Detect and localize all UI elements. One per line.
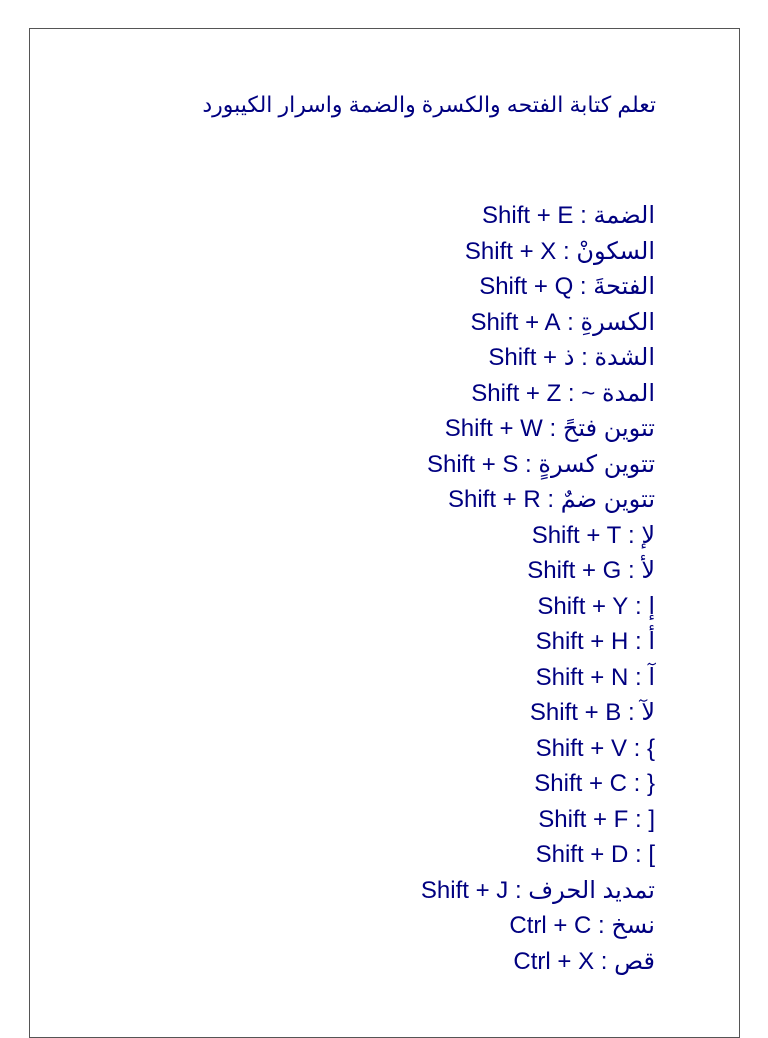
shortcut-meaning: الفتحةَ — [593, 273, 655, 300]
shortcut-item — [421, 837, 655, 873]
shortcut-item — [421, 234, 655, 270]
shortcut-key: Ctrl + X — [513, 947, 595, 975]
shortcut-separator: : — [628, 841, 649, 868]
shortcut-key: Shift + ذ — [488, 344, 575, 371]
shortcut-key: Shift + J — [420, 876, 509, 904]
shortcut-separator: : — [628, 592, 649, 620]
shortcut-meaning: { — [646, 770, 655, 797]
shortcut-key: Shift + C — [534, 770, 627, 797]
shortcut-separator: : — [556, 237, 577, 265]
shortcut-meaning: [ — [648, 805, 655, 833]
shortcut-key: Shift + Q — [479, 273, 574, 300]
shortcut-meaning: آ — [648, 663, 655, 691]
shortcut-item — [421, 766, 655, 802]
shortcut-key: Shift + Y — [537, 592, 629, 620]
shortcut-item — [421, 198, 655, 234]
shortcut-meaning: الشدة — [594, 344, 655, 371]
shortcut-key: Shift + R — [447, 486, 541, 513]
shortcut-item — [421, 731, 655, 767]
shortcut-separator: : — [518, 450, 539, 478]
shortcut-key: Shift + T — [531, 521, 622, 549]
shortcut-item — [421, 873, 655, 909]
shortcut-meaning: نسخ — [611, 912, 655, 939]
shortcut-item — [421, 553, 655, 589]
shortcut-item — [421, 447, 655, 483]
shortcut-key: Shift + F — [538, 805, 629, 833]
shortcut-separator: : — [628, 805, 649, 833]
shortcut-key: Shift + X — [464, 237, 557, 265]
shortcut-meaning: إ — [648, 592, 655, 620]
shortcut-item — [421, 695, 655, 731]
shortcut-key: Shift + N — [535, 663, 629, 691]
shortcut-meaning: } — [646, 734, 655, 762]
shortcut-separator: : — [542, 415, 563, 442]
shortcut-meaning: ] — [648, 841, 655, 868]
shortcut-meaning: تتوين فتحً — [562, 415, 655, 442]
shortcut-separator: : — [626, 734, 647, 762]
shortcut-item — [421, 802, 655, 838]
shortcut-key: Shift + S — [427, 450, 519, 478]
shortcut-meaning: لآ — [641, 699, 655, 726]
shortcut-separator: : — [626, 770, 647, 797]
shortcut-key: Shift + E — [482, 202, 574, 229]
shortcut-meaning: لإ — [641, 521, 655, 549]
shortcut-item — [421, 908, 655, 944]
shortcut-separator: : — [594, 947, 615, 975]
shortcut-item — [421, 660, 655, 696]
shortcut-meaning: تتوين ضمٌ — [560, 486, 655, 513]
shortcut-meaning: لأ — [641, 557, 655, 584]
shortcut-key: Shift + W — [444, 415, 543, 442]
shortcut-separator: : — [621, 557, 642, 584]
shortcut-meaning: قص — [614, 947, 655, 975]
shortcut-item — [421, 624, 655, 660]
shortcut-key: Shift + D — [535, 841, 629, 868]
document-title: تعلم كتابة الفتحه والكسرة والضمة واسرار الكيبورد — [202, 92, 656, 117]
shortcut-meaning: تتوين كسرةٍ — [538, 450, 655, 478]
shortcut-separator: : — [508, 876, 529, 904]
shortcut-item — [421, 269, 655, 305]
shortcut-separator: : — [621, 699, 642, 726]
shortcut-separator: : — [574, 344, 595, 371]
shortcut-separator: : — [628, 663, 649, 691]
shortcut-key: Shift + A — [470, 308, 561, 336]
shortcut-item — [421, 518, 655, 554]
shortcut-item — [421, 482, 655, 518]
shortcut-meaning: تمديد الحرف — [528, 876, 655, 904]
shortcut-item — [421, 944, 655, 980]
shortcut-separator: : — [573, 202, 594, 229]
shortcut-separator: : — [621, 521, 642, 549]
shortcut-meaning: الكسرةِ — [580, 308, 655, 336]
shortcut-item — [421, 411, 655, 447]
shortcut-list — [421, 198, 655, 979]
shortcut-meaning: المدة ~ — [581, 379, 655, 407]
shortcut-separator: : — [561, 379, 582, 407]
shortcut-key: Shift + B — [529, 699, 622, 726]
shortcut-meaning: الضمة — [593, 202, 655, 229]
shortcut-key: Ctrl + C — [509, 912, 592, 939]
shortcut-item — [421, 305, 655, 341]
shortcut-separator: : — [591, 912, 612, 939]
shortcut-separator: : — [540, 486, 561, 513]
shortcut-key: Shift + Z — [471, 379, 562, 407]
shortcut-meaning: السكونْ — [576, 237, 655, 265]
shortcut-separator: : — [560, 308, 581, 336]
shortcut-item — [421, 589, 655, 625]
shortcut-meaning: أ — [648, 628, 655, 655]
shortcut-key: Shift + H — [535, 628, 629, 655]
shortcut-key: Shift + V — [535, 734, 627, 762]
shortcut-separator: : — [573, 273, 594, 300]
shortcut-key: Shift + G — [527, 557, 622, 584]
shortcut-item — [421, 340, 655, 376]
shortcut-separator: : — [628, 628, 649, 655]
shortcut-item — [421, 376, 655, 412]
